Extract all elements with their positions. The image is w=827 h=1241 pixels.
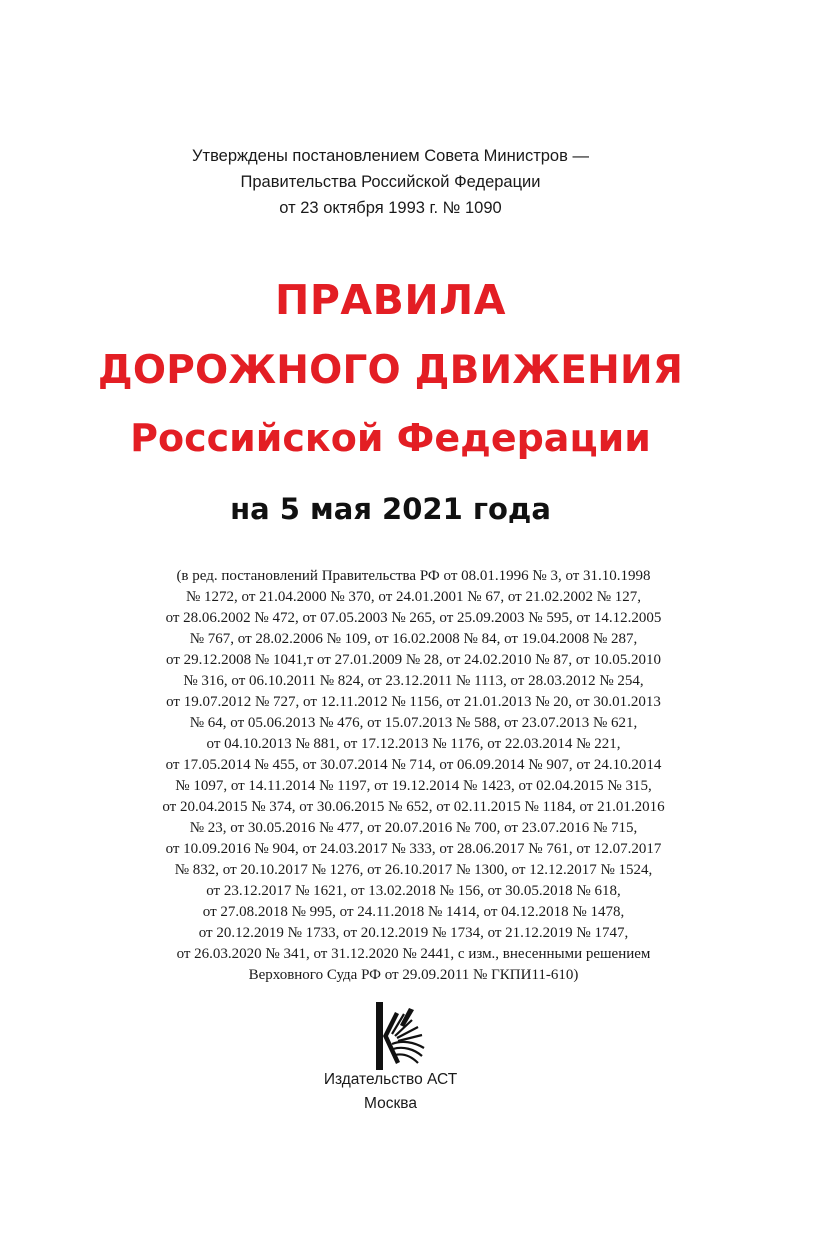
revision-line: от 29.12.2008 № 1041,т от 27.01.2009 № 28, от 24.02.2010 № 87, от 10.05.2010 — [166, 652, 661, 668]
revision-line: от 17.05.2014 № 455, от 30.07.2014 № 714, от 06.09.2014 № 907, от 24.10.2014 — [165, 757, 662, 773]
revision-line: от 23.12.2017 № 1621, от 13.02.2018 № 156, от 30.05.2018 № 618, — [206, 883, 621, 899]
revision-line: от 04.10.2013 № 881, от 17.12.2013 № 1176, от 22.03.2014 № 221, — [206, 736, 621, 752]
title-line-3: Российской Федерации — [130, 416, 651, 460]
revisions-list — [0, 566, 827, 986]
publisher-block — [0, 1068, 781, 1116]
edition-date: на 5 мая 2021 года — [230, 492, 551, 526]
revision-line: от 20.04.2015 № 374, от 30.06.2015 № 652, от 02.11.2015 № 1184, от 21.01.2016 — [162, 799, 665, 815]
revision-line: № 767, от 28.02.2006 № 109, от 16.02.2008 № 84, от 19.04.2008 № 287, — [189, 631, 638, 647]
revision-line: № 1272, от 21.04.2000 № 370, от 24.01.2001 № 67, от 21.02.2002 № 127, — [185, 589, 642, 605]
revision-line: № 1097, от 14.11.2014 № 1197, от 19.12.2014 № 1423, от 02.04.2015 № 315, — [175, 778, 652, 794]
revision-line: (в ред. постановлений Правительства РФ от 08.01.1996 № 3, от 31.10.1998 — [176, 568, 651, 584]
approval-line: Утверждены постановлением Совета Министров — — [192, 147, 589, 165]
revision-line: от 19.07.2012 № 727, от 12.11.2012 № 1156, от 21.01.2013 № 20, от 30.01.2013 — [166, 694, 661, 710]
approval-line: Правительства Российской Федерации — [240, 173, 541, 191]
revision-line: от 28.06.2002 № 472, от 07.05.2003 № 265, от 25.09.2003 № 595, от 14.12.2005 — [165, 610, 662, 626]
title-line-1: ПРАВИЛА — [275, 276, 506, 324]
approval-line: от 23 октября 1993 г. № 1090 — [279, 199, 502, 217]
revision-line: от 20.12.2019 № 1733, от 20.12.2019 № 1734, от 21.12.2019 № 1747, — [198, 925, 629, 941]
ast-publisher-logo-icon — [362, 1000, 442, 1072]
publisher-city: Москва — [364, 1095, 417, 1112]
publisher-name: Издательство АСТ — [323, 1071, 458, 1088]
revision-line: № 316, от 06.10.2011 № 824, от 23.12.2011 № 1113, от 28.03.2012 № 254, — [183, 673, 644, 689]
revision-line: от 27.08.2018 № 995, от 24.11.2018 № 1414, от 04.12.2018 № 1478, — [202, 904, 625, 920]
revision-line: Верховного Суда РФ от 29.09.2011 № ГКПИ11-610) — [248, 967, 579, 983]
revision-line: от 10.09.2016 № 904, от 24.03.2017 № 333, от 28.06.2017 № 761, от 12.07.2017 — [165, 841, 662, 857]
revision-line: № 832, от 20.10.2017 № 1276, от 26.10.2017 № 1300, от 12.12.2017 № 1524, — [174, 862, 653, 878]
approval-note — [0, 143, 781, 221]
revision-line: от 26.03.2020 № 341, от 31.12.2020 № 2441, с изм., внесенными решением — [176, 946, 651, 962]
revision-line: № 23, от 30.05.2016 № 477, от 20.07.2016 № 700, от 23.07.2016 № 715, — [189, 820, 638, 836]
title-line-2: ДОРОЖНОГО ДВИЖЕНИЯ — [97, 348, 684, 393]
revision-line: № 64, от 05.06.2013 № 476, от 15.07.2013 № 588, от 23.07.2013 № 621, — [189, 715, 638, 731]
